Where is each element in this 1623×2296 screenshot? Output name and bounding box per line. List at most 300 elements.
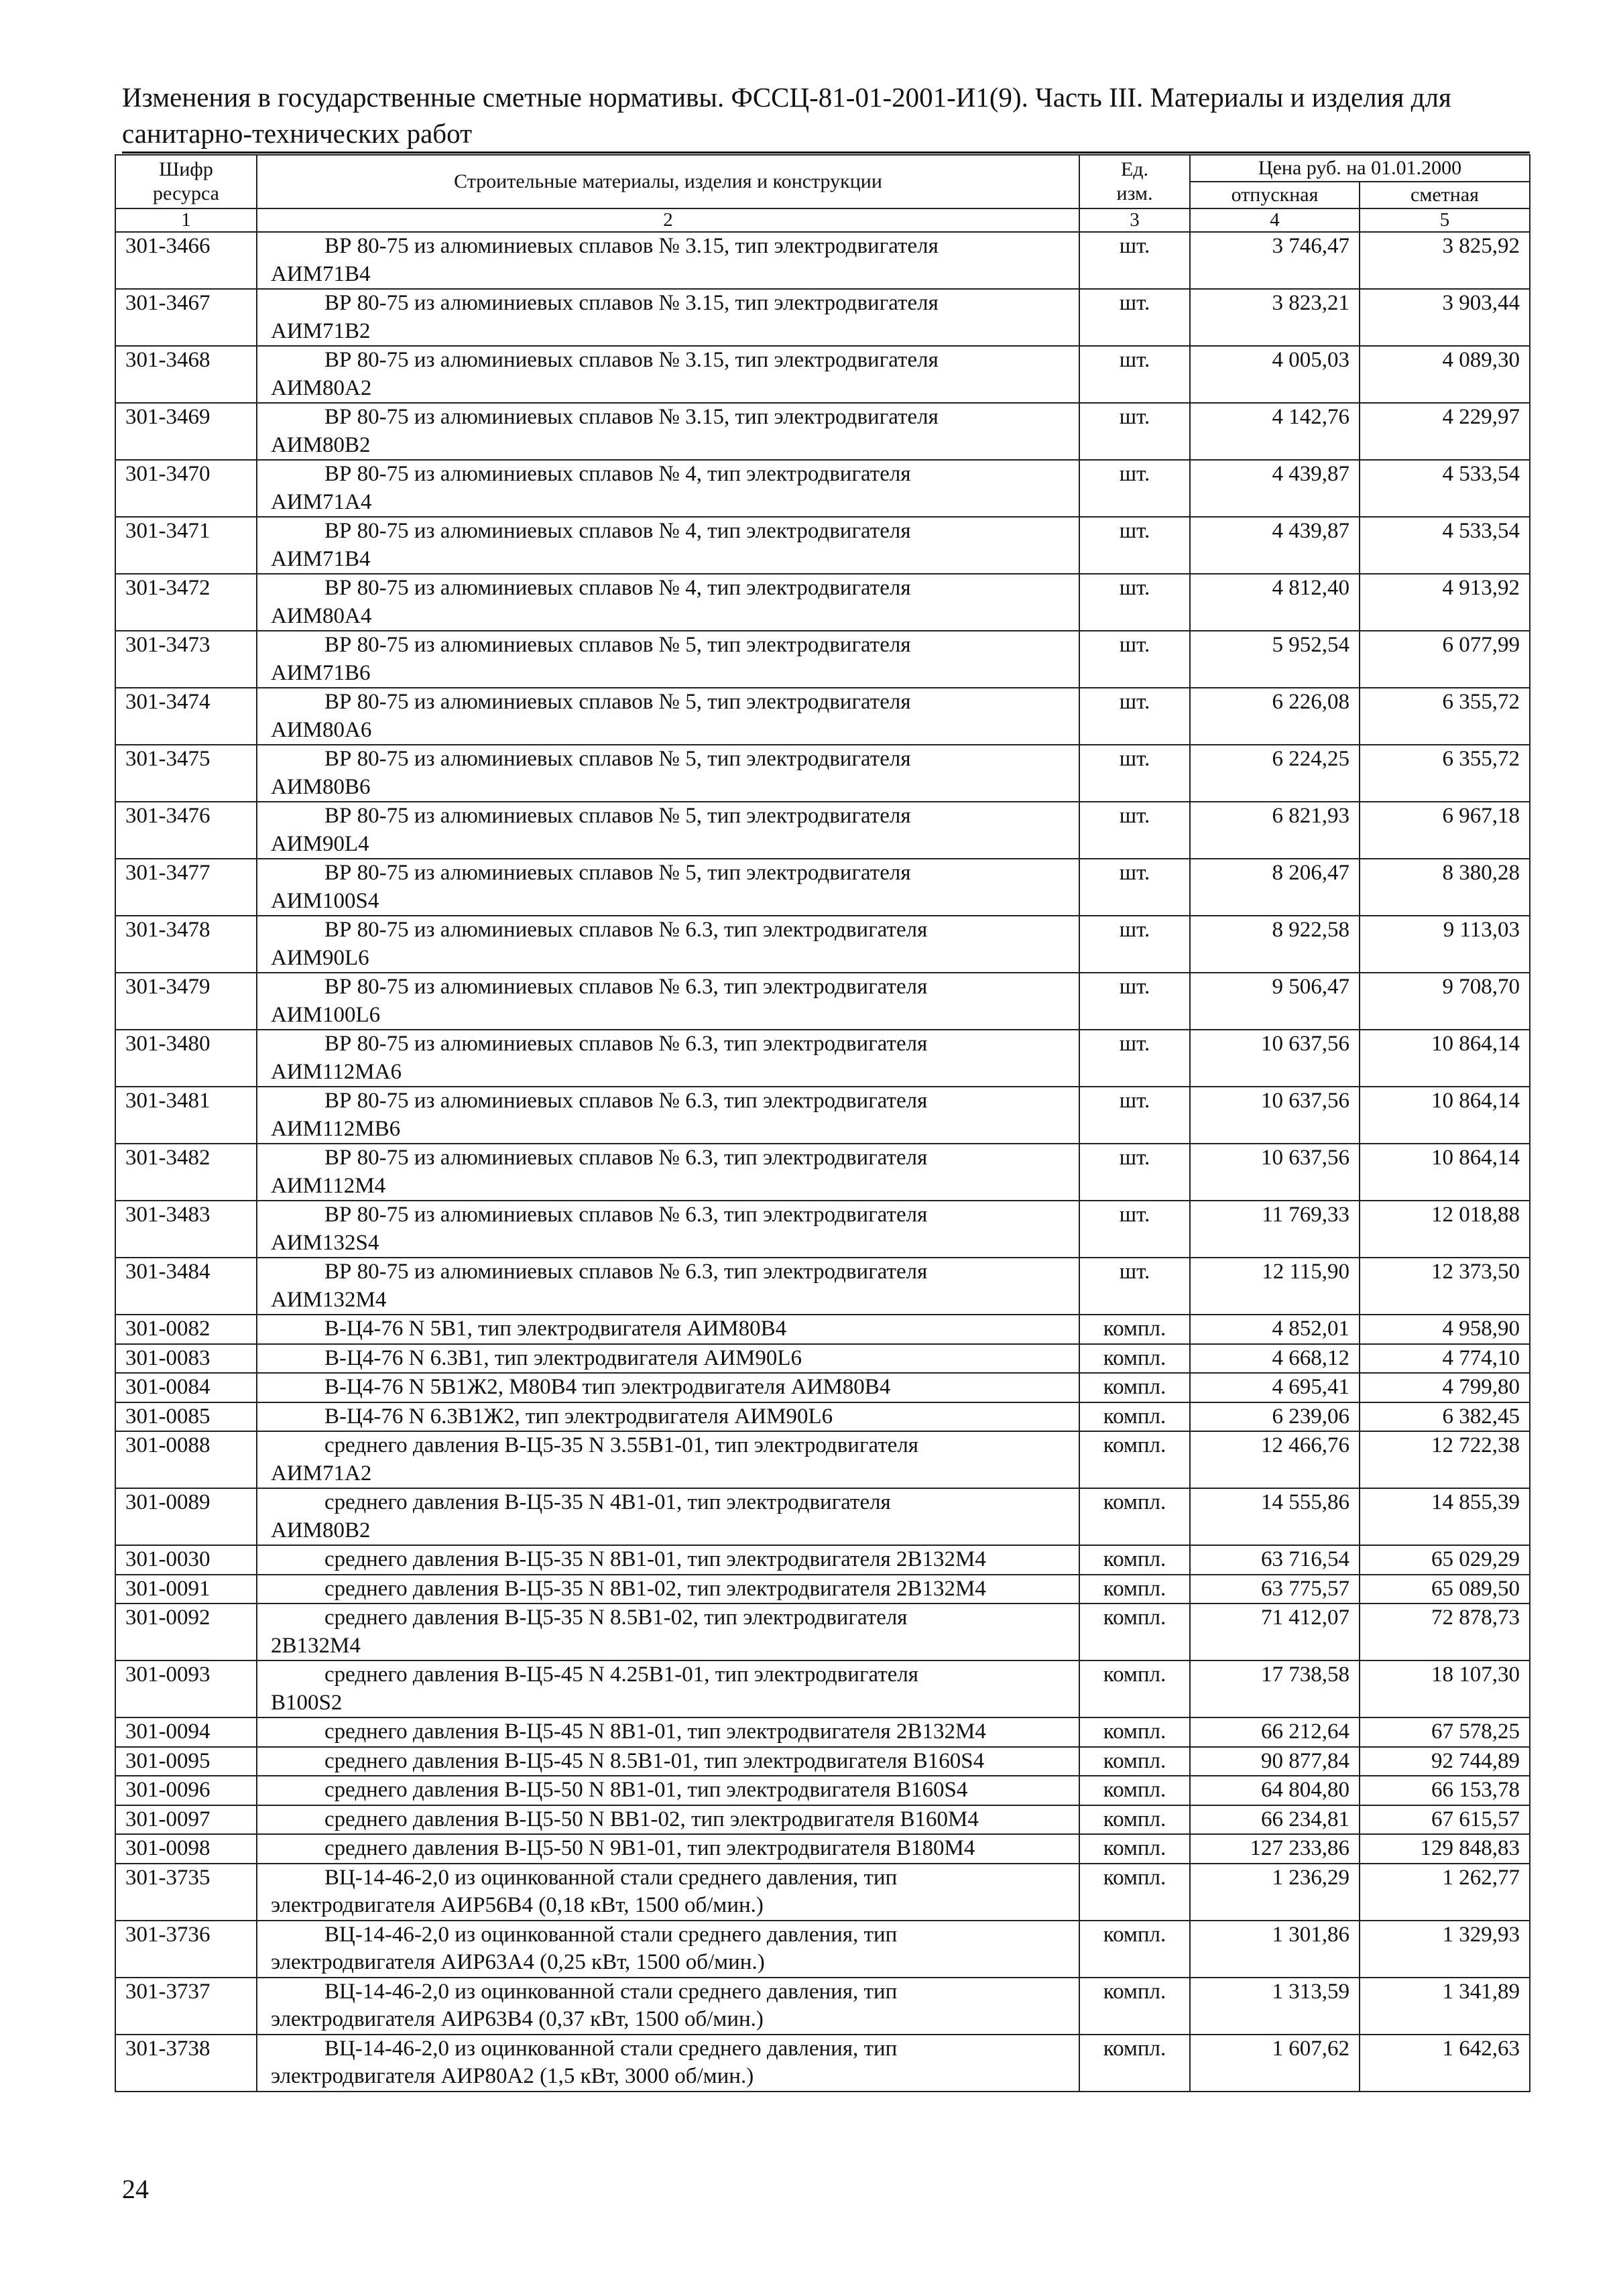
description-line2: АИМ71В4 — [271, 546, 371, 571]
resource-code: 301-0092 — [115, 1604, 257, 1660]
description-line2: АИМ80В2 — [271, 432, 371, 457]
description-line2: АИМ112МВ6 — [271, 1116, 401, 1141]
unit-of-measure: шт. — [1079, 973, 1190, 1030]
resource-code: 301-3478 — [115, 916, 257, 973]
material-description — [257, 1717, 1079, 1747]
estimate-price: 12 373,50 — [1360, 1258, 1530, 1315]
table-row — [115, 1402, 1530, 1432]
table-row — [115, 460, 1530, 517]
estimate-price: 1 329,93 — [1360, 1921, 1530, 1978]
material-description — [257, 1776, 1079, 1805]
resource-code: 301-0094 — [115, 1717, 257, 1747]
description-line2: АИМ80А6 — [271, 717, 372, 742]
material-description — [257, 631, 1079, 688]
description-line1: ВР 80-75 из алюминиевых сплавов № 6.3, тип электродвигателя — [324, 1146, 928, 1170]
description-line2: В100S2 — [271, 1690, 343, 1715]
estimate-price: 10 864,14 — [1360, 1030, 1530, 1087]
release-price: 3 823,21 — [1190, 289, 1360, 346]
estimate-price: 3 825,92 — [1360, 232, 1530, 289]
unit-of-measure: шт. — [1079, 745, 1190, 802]
estimate-price: 12 018,88 — [1360, 1201, 1530, 1258]
release-price: 4 142,76 — [1190, 403, 1360, 460]
release-price: 4 812,40 — [1190, 574, 1360, 631]
resource-code: 301-3476 — [115, 802, 257, 859]
estimate-price: 18 107,30 — [1360, 1660, 1530, 1717]
unit-of-measure: компл. — [1079, 1545, 1190, 1575]
resource-code: 301-3472 — [115, 574, 257, 631]
header-price: Цена руб. на 01.01.2000 — [1190, 155, 1530, 182]
description-line2: АИМ80В2 — [271, 1518, 371, 1543]
estimate-price: 92 744,89 — [1360, 1747, 1530, 1776]
description-line2: АИМ71В2 — [271, 318, 371, 343]
resource-code: 301-3470 — [115, 460, 257, 517]
resource-code: 301-3466 — [115, 232, 257, 289]
release-price: 3 746,47 — [1190, 232, 1360, 289]
unit-of-measure: компл. — [1079, 1717, 1190, 1747]
column-number-row — [115, 208, 1530, 232]
release-price: 1 236,29 — [1190, 1864, 1360, 1921]
material-description — [257, 1805, 1079, 1835]
estimate-price: 6 355,72 — [1360, 688, 1530, 745]
unit-of-measure: компл. — [1079, 1575, 1190, 1604]
release-price: 4 668,12 — [1190, 1344, 1360, 1374]
unit-of-measure: компл. — [1079, 1864, 1190, 1921]
material-description — [257, 460, 1079, 517]
description-line1: ВР 80-75 из алюминиевых сплавов № 6.3, тип электродвигателя — [324, 1260, 928, 1284]
table-row — [115, 232, 1530, 289]
description-line1: среднего давления В-Ц5-35 N 8.5В1-02, тип электродвигателя — [324, 1606, 908, 1630]
resource-code: 301-0083 — [115, 1344, 257, 1374]
resource-code: 301-3471 — [115, 517, 257, 574]
resource-code: 301-3473 — [115, 631, 257, 688]
description-line1: ВР 80-75 из алюминиевых сплавов № 5, тип электродвигателя — [324, 633, 911, 657]
table-row — [115, 916, 1530, 973]
resource-code: 301-3468 — [115, 346, 257, 403]
release-price: 11 769,33 — [1190, 1201, 1360, 1258]
material-description — [257, 232, 1079, 289]
header-code-line2: ресурса — [153, 182, 219, 204]
material-description — [257, 1373, 1079, 1402]
table-row — [115, 1431, 1530, 1488]
column-number: 2 — [257, 208, 1079, 232]
release-price: 12 466,76 — [1190, 1431, 1360, 1488]
table-row — [115, 1344, 1530, 1374]
description-line1: В-Ц4-76 N 6.3В1Ж2, тип электродвигателя АИМ90L6 — [324, 1404, 833, 1429]
description-line1: ВР 80-75 из алюминиевых сплавов № 3.15, тип электродвигателя — [324, 234, 939, 258]
release-price: 63 775,57 — [1190, 1575, 1360, 1604]
unit-of-measure: шт. — [1079, 631, 1190, 688]
material-description — [257, 1431, 1079, 1488]
table-row — [115, 1144, 1530, 1201]
table-row — [115, 1921, 1530, 1978]
estimate-price: 6 077,99 — [1360, 631, 1530, 688]
description-line2: АИМ132М4 — [271, 1287, 387, 1312]
estimate-price: 4 533,54 — [1360, 517, 1530, 574]
price-table — [115, 154, 1530, 2092]
table-row — [115, 1030, 1530, 1087]
release-price: 17 738,58 — [1190, 1660, 1360, 1717]
release-price: 10 637,56 — [1190, 1030, 1360, 1087]
unit-of-measure: шт. — [1079, 688, 1190, 745]
estimate-price: 1 262,77 — [1360, 1864, 1530, 1921]
material-description — [257, 1087, 1079, 1144]
table-row — [115, 2035, 1530, 2092]
resource-code: 301-0091 — [115, 1575, 257, 1604]
material-description — [257, 1545, 1079, 1575]
material-description — [257, 1978, 1079, 2035]
unit-of-measure: компл. — [1079, 1747, 1190, 1776]
description-line1: среднего давления В-Ц5-35 N 4В1-01, тип электродвигателя — [324, 1490, 891, 1514]
description-line1: ВР 80-75 из алюминиевых сплавов № 3.15, тип электродвигателя — [324, 348, 939, 372]
resource-code: 301-0095 — [115, 1747, 257, 1776]
description-line2: АИМ80А2 — [271, 375, 372, 400]
unit-of-measure: шт. — [1079, 1201, 1190, 1258]
estimate-price: 4 799,80 — [1360, 1373, 1530, 1402]
estimate-price: 14 855,39 — [1360, 1488, 1530, 1545]
description-line2: АИМ80В6 — [271, 774, 371, 799]
resource-code: 301-3481 — [115, 1087, 257, 1144]
release-price: 90 877,84 — [1190, 1747, 1360, 1776]
document-header — [122, 79, 1476, 152]
header-code — [115, 155, 257, 208]
resource-code: 301-0030 — [115, 1545, 257, 1575]
material-description — [257, 1488, 1079, 1545]
description-line1: среднего давления В-Ц5-35 N 8В1-01, тип электродвигателя 2В132М4 — [324, 1547, 986, 1571]
material-description — [257, 2035, 1079, 2092]
unit-of-measure: компл. — [1079, 1660, 1190, 1717]
release-price: 8 206,47 — [1190, 859, 1360, 916]
table-row — [115, 1315, 1530, 1344]
release-price: 5 952,54 — [1190, 631, 1360, 688]
table-row — [115, 802, 1530, 859]
table-row — [115, 1373, 1530, 1402]
description-line2: АИМ71А2 — [271, 1461, 372, 1486]
unit-of-measure: компл. — [1079, 1431, 1190, 1488]
release-price: 66 212,64 — [1190, 1717, 1360, 1747]
description-line2: 2В132М4 — [271, 1633, 361, 1658]
description-line2: АИМ132S4 — [271, 1230, 379, 1255]
description-line1: ВР 80-75 из алюминиевых сплавов № 4, тип электродвигателя — [324, 519, 911, 543]
release-price: 4 439,87 — [1190, 517, 1360, 574]
release-price: 9 506,47 — [1190, 973, 1360, 1030]
release-price: 6 224,25 — [1190, 745, 1360, 802]
material-description — [257, 1660, 1079, 1717]
description-line2: АИМ112М4 — [271, 1173, 386, 1198]
table-row — [115, 517, 1530, 574]
column-number: 4 — [1190, 208, 1360, 232]
table-row — [115, 1575, 1530, 1604]
description-line1: среднего давления В-Ц5-50 N 9В1-01, тип электродвигателя В180М4 — [324, 1836, 975, 1860]
release-price: 10 637,56 — [1190, 1087, 1360, 1144]
description-line1: ВР 80-75 из алюминиевых сплавов № 5, тип электродвигателя — [324, 690, 911, 714]
description-line1: ВЦ-14-46-2,0 из оцинкованной стали среднего давления, тип — [324, 2036, 898, 2061]
page-number: 24 — [122, 2174, 149, 2204]
resource-code: 301-3482 — [115, 1144, 257, 1201]
unit-of-measure: шт. — [1079, 403, 1190, 460]
table-header — [115, 155, 1530, 208]
resource-code: 301-3480 — [115, 1030, 257, 1087]
resource-code: 301-3737 — [115, 1978, 257, 2035]
description-line1: В-Ц4-76 N 5В1, тип электродвигателя АИМ80В4 — [324, 1317, 787, 1341]
unit-of-measure: шт. — [1079, 1030, 1190, 1087]
description-line1: ВР 80-75 из алюминиевых сплавов № 6.3, тип электродвигателя — [324, 1032, 928, 1056]
description-line2: АИМ80А4 — [271, 603, 372, 628]
resource-code: 301-3483 — [115, 1201, 257, 1258]
material-description — [257, 916, 1079, 973]
description-line2: АИМ100S4 — [271, 888, 379, 913]
description-line1: ВР 80-75 из алюминиевых сплавов № 6.3, тип электродвигателя — [324, 1089, 928, 1113]
description-line1: среднего давления В-Ц5-35 N 8В1-02, тип электродвигателя 2В132М4 — [324, 1576, 986, 1601]
unit-of-measure: шт. — [1079, 346, 1190, 403]
description-line1: ВР 80-75 из алюминиевых сплавов № 5, тип электродвигателя — [324, 861, 911, 885]
estimate-price: 6 382,45 — [1360, 1402, 1530, 1432]
release-price: 6 821,93 — [1190, 802, 1360, 859]
material-description — [257, 745, 1079, 802]
material-description — [257, 1315, 1079, 1344]
resource-code: 301-3735 — [115, 1864, 257, 1921]
description-line1: среднего давления В-Ц5-35 N 3.55В1-01, тип электродвигателя — [324, 1433, 918, 1457]
estimate-price: 129 848,83 — [1360, 1834, 1530, 1864]
estimate-price: 4 089,30 — [1360, 346, 1530, 403]
material-description — [257, 517, 1079, 574]
estimate-price: 9 708,70 — [1360, 973, 1530, 1030]
table-row — [115, 1488, 1530, 1545]
unit-of-measure: компл. — [1079, 1315, 1190, 1344]
resource-code: 301-0093 — [115, 1660, 257, 1717]
estimate-price: 65 089,50 — [1360, 1575, 1530, 1604]
description-line1: ВР 80-75 из алюминиевых сплавов № 4, тип электродвигателя — [324, 462, 911, 486]
material-description — [257, 1201, 1079, 1258]
resource-code: 301-3736 — [115, 1921, 257, 1978]
table-row — [115, 1660, 1530, 1717]
release-price: 71 412,07 — [1190, 1604, 1360, 1660]
resource-code: 301-3738 — [115, 2035, 257, 2092]
estimate-price: 3 903,44 — [1360, 289, 1530, 346]
description-line1: В-Ц4-76 N 6.3В1, тип электродвигателя АИМ90L6 — [324, 1345, 802, 1370]
table-row — [115, 1087, 1530, 1144]
unit-of-measure: шт. — [1079, 916, 1190, 973]
unit-of-measure: шт. — [1079, 1258, 1190, 1315]
description-line2: АИМ71В4 — [271, 261, 371, 286]
material-description — [257, 1604, 1079, 1660]
description-line2: электродвигателя АИР56В4 (0,18 кВт, 1500 об/мин.) — [271, 1893, 764, 1917]
unit-of-measure: шт. — [1079, 232, 1190, 289]
material-description — [257, 688, 1079, 745]
resource-code: 301-3474 — [115, 688, 257, 745]
estimate-price: 4 774,10 — [1360, 1344, 1530, 1374]
release-price: 4 852,01 — [1190, 1315, 1360, 1344]
unit-of-measure: шт. — [1079, 859, 1190, 916]
estimate-price: 4 533,54 — [1360, 460, 1530, 517]
estimate-price: 6 355,72 — [1360, 745, 1530, 802]
description-line1: ВР 80-75 из алюминиевых сплавов № 3.15, тип электродвигателя — [324, 405, 939, 429]
resource-code: 301-3475 — [115, 745, 257, 802]
header-code-line1: Шифр — [159, 158, 213, 180]
material-description — [257, 1834, 1079, 1864]
estimate-price: 12 722,38 — [1360, 1431, 1530, 1488]
unit-of-measure: компл. — [1079, 2035, 1190, 2092]
table-row — [115, 1201, 1530, 1258]
description-line1: ВЦ-14-46-2,0 из оцинкованной стали среднего давления, тип — [324, 1922, 898, 1947]
release-price: 4 005,03 — [1190, 346, 1360, 403]
material-description — [257, 1864, 1079, 1921]
estimate-price: 1 642,63 — [1360, 2035, 1530, 2092]
table-row — [115, 289, 1530, 346]
header-title-line1: Изменения в государственные сметные нормативы. ФССЦ-81-01-2001-И1(9). Часть III. Материалы и изделия для — [122, 82, 1451, 113]
estimate-price: 10 864,14 — [1360, 1087, 1530, 1144]
description-line1: ВЦ-14-46-2,0 из оцинкованной стали среднего давления, тип — [324, 1979, 898, 2004]
estimate-price: 67 578,25 — [1360, 1717, 1530, 1747]
unit-of-measure: шт. — [1079, 1087, 1190, 1144]
resource-code: 301-0096 — [115, 1776, 257, 1805]
resource-code: 301-0097 — [115, 1805, 257, 1835]
release-price: 1 301,86 — [1190, 1921, 1360, 1978]
estimate-price: 66 153,78 — [1360, 1776, 1530, 1805]
estimate-price: 72 878,73 — [1360, 1604, 1530, 1660]
resource-code: 301-0089 — [115, 1488, 257, 1545]
description-line1: ВР 80-75 из алюминиевых сплавов № 5, тип электродвигателя — [324, 804, 911, 828]
unit-of-measure: компл. — [1079, 1373, 1190, 1402]
description-line1: ВР 80-75 из алюминиевых сплавов № 3.15, тип электродвигателя — [324, 291, 939, 315]
unit-of-measure: компл. — [1079, 1834, 1190, 1864]
description-line2: электродвигателя АИР63В4 (0,37 кВт, 1500 об/мин.) — [271, 2007, 764, 2031]
resource-code: 301-3479 — [115, 973, 257, 1030]
table-row — [115, 745, 1530, 802]
material-description — [257, 1921, 1079, 1978]
table-body — [115, 208, 1530, 2092]
material-description — [257, 802, 1079, 859]
release-price: 1 607,62 — [1190, 2035, 1360, 2092]
material-description — [257, 403, 1079, 460]
material-description — [257, 859, 1079, 916]
unit-of-measure: компл. — [1079, 1805, 1190, 1835]
table-row — [115, 973, 1530, 1030]
material-description — [257, 1030, 1079, 1087]
resource-code: 301-0088 — [115, 1431, 257, 1488]
material-description — [257, 1344, 1079, 1374]
table-row — [115, 1776, 1530, 1805]
material-description — [257, 1747, 1079, 1776]
estimate-price: 65 029,29 — [1360, 1545, 1530, 1575]
description-line1: ВР 80-75 из алюминиевых сплавов № 4, тип электродвигателя — [324, 576, 911, 600]
table-row — [115, 859, 1530, 916]
table-row — [115, 631, 1530, 688]
resource-code: 301-3477 — [115, 859, 257, 916]
estimate-price: 4 913,92 — [1360, 574, 1530, 631]
table-row — [115, 688, 1530, 745]
resource-code: 301-0098 — [115, 1834, 257, 1864]
description-line1: среднего давления В-Ц5-50 N 8В1-01, тип электродвигателя В160S4 — [324, 1778, 968, 1802]
table-row — [115, 1747, 1530, 1776]
description-line2: АИМ112МА6 — [271, 1059, 402, 1084]
release-price: 6 239,06 — [1190, 1402, 1360, 1432]
estimate-price: 67 615,57 — [1360, 1805, 1530, 1835]
resource-code: 301-0085 — [115, 1402, 257, 1432]
table-row — [115, 403, 1530, 460]
material-description — [257, 1575, 1079, 1604]
estimate-price: 6 967,18 — [1360, 802, 1530, 859]
description-line1: ВР 80-75 из алюминиевых сплавов № 5, тип электродвигателя — [324, 747, 911, 771]
material-description — [257, 289, 1079, 346]
column-number: 1 — [115, 208, 257, 232]
table-row — [115, 1834, 1530, 1864]
release-price: 4 439,87 — [1190, 460, 1360, 517]
table-row — [115, 346, 1530, 403]
table-row — [115, 1717, 1530, 1747]
unit-of-measure: шт. — [1079, 460, 1190, 517]
release-price: 10 637,56 — [1190, 1144, 1360, 1201]
estimate-price: 4 958,90 — [1360, 1315, 1530, 1344]
material-description — [257, 1258, 1079, 1315]
description-line2: АИМ90L4 — [271, 831, 369, 856]
table-row — [115, 1978, 1530, 2035]
description-line2: АИМ90L6 — [271, 945, 369, 970]
column-number: 5 — [1360, 208, 1530, 232]
table-row — [115, 1545, 1530, 1575]
release-price: 64 804,80 — [1190, 1776, 1360, 1805]
release-price: 6 226,08 — [1190, 688, 1360, 745]
estimate-price: 9 113,03 — [1360, 916, 1530, 973]
estimate-price: 1 341,89 — [1360, 1978, 1530, 2035]
description-line1: ВР 80-75 из алюминиевых сплавов № 6.3, тип электродвигателя — [324, 918, 928, 942]
release-price: 4 695,41 — [1190, 1373, 1360, 1402]
header-unit-line2: изм. — [1116, 182, 1153, 204]
description-line2: АИМ100L6 — [271, 1002, 381, 1027]
estimate-price: 10 864,14 — [1360, 1144, 1530, 1201]
resource-code: 301-0084 — [115, 1373, 257, 1402]
release-price: 14 555,86 — [1190, 1488, 1360, 1545]
unit-of-measure: компл. — [1079, 1604, 1190, 1660]
description-line2: АИМ71В6 — [271, 660, 371, 685]
material-description — [257, 973, 1079, 1030]
unit-of-measure: шт. — [1079, 1144, 1190, 1201]
description-line1: среднего давления В-Ц5-50 N ВВ1-02, тип электродвигателя В160М4 — [324, 1807, 979, 1831]
description-line1: среднего давления В-Ц5-45 N 8.5В1-01, тип электродвигателя В160S4 — [324, 1748, 985, 1773]
unit-of-measure: компл. — [1079, 1402, 1190, 1432]
unit-of-measure: компл. — [1079, 1344, 1190, 1374]
release-price: 12 115,90 — [1190, 1258, 1360, 1315]
header-underline — [122, 152, 1530, 154]
unit-of-measure: компл. — [1079, 1488, 1190, 1545]
unit-of-measure: компл. — [1079, 1978, 1190, 2035]
release-price: 127 233,86 — [1190, 1834, 1360, 1864]
description-line2: АИМ71А4 — [271, 489, 372, 514]
description-line2: электродвигателя АИР63А4 (0,25 кВт, 1500 об/мин.) — [271, 1950, 765, 1974]
resource-code: 301-3484 — [115, 1258, 257, 1315]
header-unit-line1: Ед. — [1120, 158, 1149, 180]
material-description — [257, 1144, 1079, 1201]
resource-code: 301-3467 — [115, 289, 257, 346]
material-description — [257, 574, 1079, 631]
description-line1: ВР 80-75 из алюминиевых сплавов № 6.3, тип электродвигателя — [324, 1203, 928, 1227]
unit-of-measure: шт. — [1079, 289, 1190, 346]
table-row — [115, 1258, 1530, 1315]
release-price: 8 922,58 — [1190, 916, 1360, 973]
material-description — [257, 1402, 1079, 1432]
release-price: 1 313,59 — [1190, 1978, 1360, 2035]
release-price: 63 716,54 — [1190, 1545, 1360, 1575]
description-line1: среднего давления В-Ц5-45 N 4.25В1-01, тип электродвигателя — [324, 1663, 918, 1687]
header-release-price: отпускная — [1190, 182, 1360, 208]
table-row — [115, 574, 1530, 631]
table-row — [115, 1864, 1530, 1921]
unit-of-measure: шт. — [1079, 574, 1190, 631]
description-line1: среднего давления В-Ц5-45 N 8В1-01, тип электродвигателя 2В132М4 — [324, 1719, 986, 1744]
table-row — [115, 1805, 1530, 1835]
header-materials: Строительные материалы, изделия и конструкции — [257, 155, 1079, 208]
unit-of-measure: компл. — [1079, 1921, 1190, 1978]
unit-of-measure: шт. — [1079, 802, 1190, 859]
